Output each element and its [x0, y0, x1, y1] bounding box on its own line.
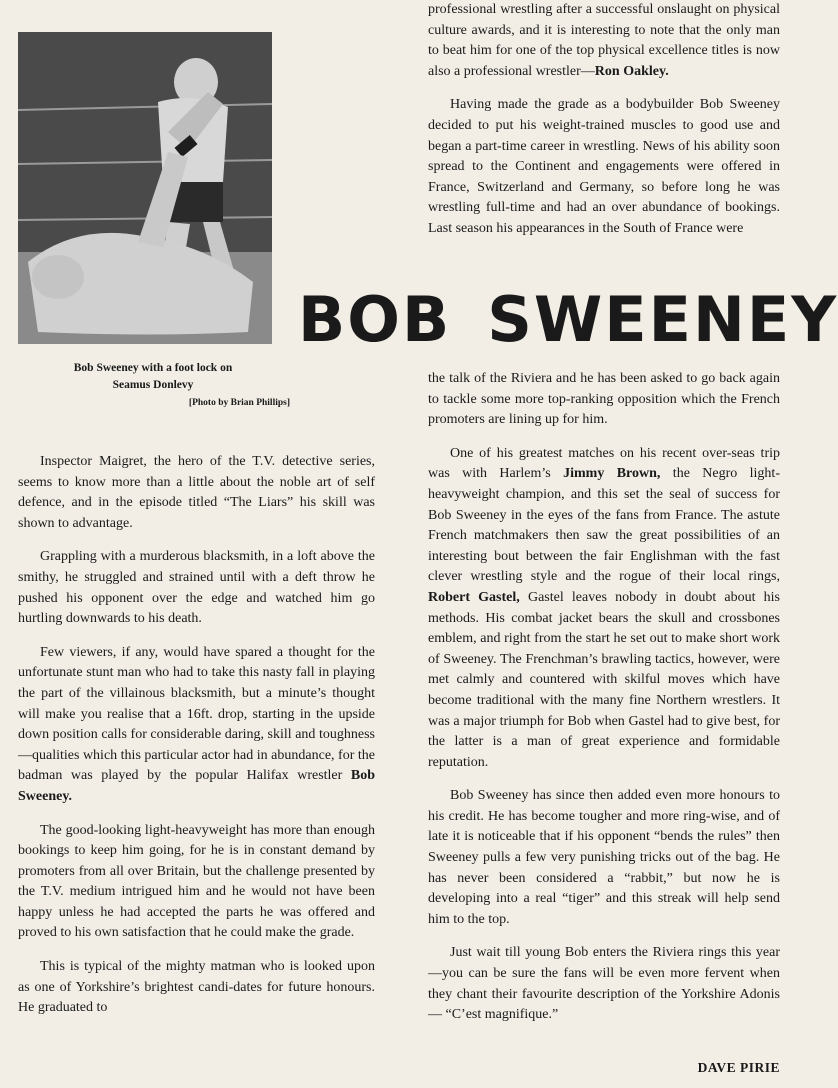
- headline-word-2: SWEENEY: [487, 283, 838, 356]
- paragraph: Just wait till young Bob enters the Riviera rings this year—you can be sure the fans will be even more fervent when they chant their favourite description of the Yorkshire Adonis — “C’est magnifique.”: [428, 945, 780, 1023]
- paragraph: One of his greatest matches on his recent over-seas trip was with Harlem’s Jimmy Brown, the Negro light-heavyweight champion, and this set the seal of success for Bob Sweeney in the eyes of the fans from France. The astute French matchmakers then saw the great possibilities of an interesting bout between the fair Englishman with the fast clever wrestling style and the rogue of their local rings, Robert Gastel, Gastel leaves nobody in doubt about his methods. His combat jacket bears the skull and crossbones emblem, and right from the start he set out to make short work of Sweeney. The Frenchman’s brawling tactics, however, were met calmly and countered with skilful moves which have become traditional with the many fine Northern wrestlers. It was a major triumph for Bob when Gastel had to give best, for the latter is a man of great experience and formidable reputation.: [428, 445, 781, 770]
- paragraph: Grappling with a murderous blacksmith, in a loft above the smithy, he struggled and strained until with a deft throw he pushed his opponent over the edge and watched him go hurtling downwards to his death.: [18, 549, 375, 627]
- photo-credit: [Photo by Brian Phillips]: [188, 398, 290, 408]
- bold-name: Jimmy Brown,: [563, 466, 661, 482]
- paragraph: Inspector Maigret, the hero of the T.V. detective series, seems to know more than a little about the noble art of self defence, and in the episode titled “The Liars” his skill was shown to advantage.: [18, 454, 375, 531]
- paragraph: Bob Sweeney has since then added even more honours to his credit. He has become tougher and more ring-wise, and of late it is noticeable that if his opponent “bends the rules” then Sweeney pulls a few very punishing tricks out of the bag. He has never been considered a “rabbit,” but now he is developing into a real “tiger” and this streak will help send him to the top.: [428, 788, 780, 927]
- article-headline: [298, 280, 838, 360]
- wrestling-photo-image: [18, 32, 272, 344]
- bold-name: Robert Gastel,: [428, 589, 520, 605]
- bold-name: Bob Sweeney.: [18, 768, 375, 804]
- headline-word-1: BOB: [298, 283, 452, 356]
- caption-line-2: Seamus Donlevy: [112, 379, 194, 391]
- right-column-bottom: [428, 369, 780, 1039]
- paragraph: Having made the grade as a bodybuilder Bob Sweeney decided to put his weight-trained muscles to good use and began a part-time career in wrestling. News of his ability soon spread to the Continent and engagements were offered in France, Switzerland and Germany, so before long he was wrestling full-time and had an over abundance of bookings. Last season his appearances in the South of France were: [428, 97, 780, 236]
- author-byline: DAVE PIRIE: [697, 1060, 780, 1075]
- caption-line-1: Bob Sweeney with a foot lock on: [73, 362, 233, 374]
- bold-name: Ron Oakley.: [594, 63, 669, 79]
- photo-caption: [18, 360, 288, 394]
- paragraph: The good-looking light-heavyweight has more than enough bookings to keep him going, for he is in constant demand by promoters from all over Britain, but the challenge presented by the T.V. medium intrigued him and he would not have been happy unless he had accepted the parts he was offered and proved to his own satisfaction that he could make the grade.: [18, 822, 375, 941]
- paragraph: professional wrestling after a successful onslaught on physical culture awards, and it is interesting to note that the only man to beat him for one of the top physical excellence titles is now also a professional wrestler—Ron Oakley.: [428, 2, 780, 79]
- wrestling-photo: [18, 32, 272, 344]
- right-column-top: [428, 0, 780, 253]
- left-column: [18, 452, 375, 1032]
- paragraph: the talk of the Riviera and he has been asked to go back again to tackle some more top-ranking opposition which the French promoters are lining up for him.: [428, 371, 780, 428]
- paragraph: This is typical of the mighty matman who is looked upon as one of Yorkshire’s brightest candi-dates for future honours. He graduated to: [18, 959, 375, 1016]
- paragraph: Few viewers, if any, would have spared a thought for the unfortunate stunt man who had to take this nasty fall in playing the part of the villainous blacksmith, but a minute’s thought will make you realise that a 16ft. drop, starting in the upside down position calls for considerable daring, skill and toughness—qualities which this particular actor had in abundance, for the badman was played by the popular Halifax wrestler Bob Sweeney.: [18, 644, 375, 804]
